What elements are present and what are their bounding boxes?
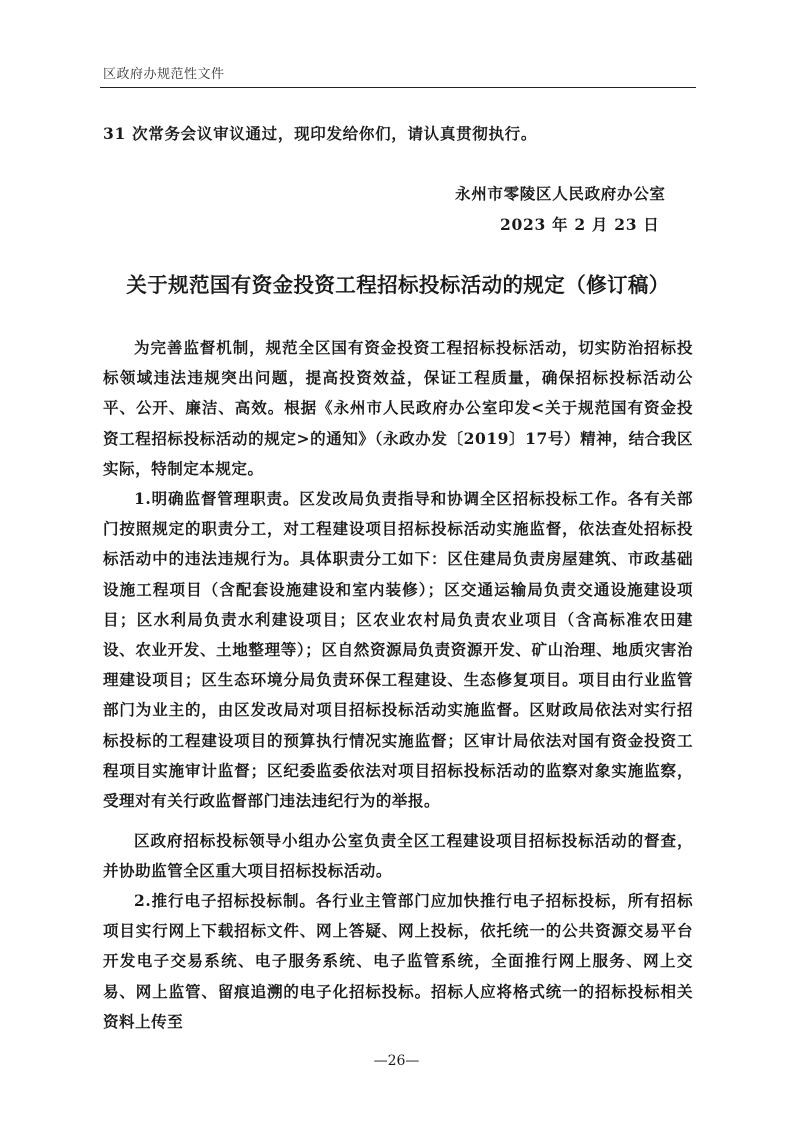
- paragraph-electronic-bidding: 2.推行电子招标投标制。各行业主管部门应加快推行电子招标投标，所有招标项目实行网上下载招标文件、网上答疑、网上投标，依托统一的公共资源交易平台开发电子交易系统、电子服务系统、电子监管系统，全面推行网上服务、网上交易、网上监管、留痕追溯的电子化招标投标。招标人应将格式统一的招标投标相关资料上传至: [103, 891, 693, 1031]
- document-title: 关于规范国有资金投资工程招标投标活动的规定（修订稿）: [126, 273, 670, 297]
- header-divider: [100, 87, 696, 88]
- paragraph-leading-group-office: 区政府招标投标领导小组办公室负责全区工程建设项目招标投标活动的督查，并协助监管全区重大项目招标投标活动。: [103, 831, 693, 881]
- page-number: —26—: [373, 1053, 420, 1069]
- paragraph-supervision-duties: 1.明确监督管理职责。区发改局负责指导和协调全区招标投标工作。各有关部门按照规定的职责分工，对工程建设项目招标投标活动实施监督，依法查处招标投标活动中的违法违规行为。具体职责分工如下：区住建局负责房屋建筑、市政基础设施工程项目（含配套设施建设和室内装修）；区交通运输局负责交通设施建设项目；区水利局负责水利建设项目；区农业农村局负责农业项目（含高标准农田建设、农业开发、土地整理等）；区自然资源局负责资源开发、矿山治理、地质灾害治理建设项目；区生态环境分局负责环保工程建设、生态修复项目。项目由行业监管部门为业主的，由区发改局对项目招标投标活动实施监督。区财政局依法对实行招标投标的工程建设项目的预算执行情况实施监督；区审计局依法对国有资金投资工程项目实施审计监督；区纪委监委依法对项目招标投标活动的监察对象实施监察，受理对有关行政监督部门违法违纪行为的举报。: [103, 489, 693, 811]
- issue-date: 2023 年 2 月 23 日: [500, 215, 660, 234]
- continued-text-line: 31 次常务会议审议通过，现印发给你们，请认真贯彻执行。: [103, 124, 538, 143]
- issuing-organization: 永州市零陵区人民政府办公室: [455, 184, 666, 203]
- running-header: 区政府办规范性文件: [103, 67, 225, 82]
- paragraph-preamble: 为完善监督机制，规范全区国有资金投资工程招标投标活动，切实防治招标投标领域违法违规突出问题，提高投资效益，保证工程质量，确保招标投标活动公平、公开、廉洁、高效。根据《永州市人民政府办公室印发<关于规范国有资金投资工程招标投标活动的规定>的通知》（永政办发〔2019〕17号）精神，结合我区实际，特制定本规定。: [103, 338, 693, 478]
